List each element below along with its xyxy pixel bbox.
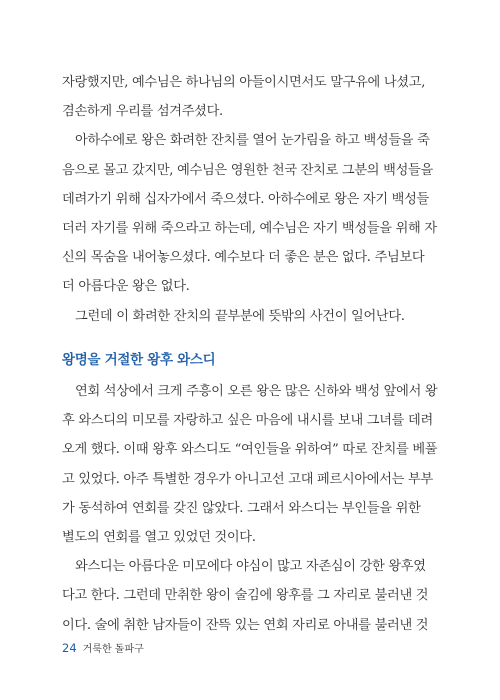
text-line: 그런데 이 화려한 잔치의 끝부분에 뜻밖의 사건이 일어난다. — [75, 308, 405, 324]
text-line: 신의 목숨을 내어놓으셨다. 예수보다 더 좋은 분은 없다. 주님보다 — [62, 250, 425, 266]
text-line: 겸손하게 우리를 섬겨주셨다. — [62, 104, 223, 120]
text-line: 아하수에로 왕은 화려한 잔치를 열어 눈가림을 하고 백성들을 죽 — [75, 133, 430, 149]
paragraph — [62, 126, 437, 301]
text-line: 음으로 몰고 갔지만, 예수님은 영원한 천국 잔치로 그분의 백성들을 — [62, 162, 433, 178]
paragraph — [62, 377, 438, 552]
text-line: 이다. 술에 취한 남자들이 잔뜩 있는 연회 자리로 아내를 불러낸 것 — [62, 617, 429, 633]
text-line: 다고 한다. 그런데 만취한 왕이 술김에 왕후를 그 자리로 불러낸 것 — [62, 588, 429, 604]
text-line: 가 동석하여 연회를 갖진 않았다. 그래서 와스디는 부인들을 위한 — [62, 500, 421, 516]
text-line: 고 있었다. 아주 특별한 경우가 아니고선 고대 페르시아에서는 부부 — [62, 471, 433, 487]
paragraph — [62, 302, 422, 331]
text-line: 연회 석상에서 크게 주흥이 오른 왕은 많은 신하와 백성 앞에서 왕 — [75, 384, 438, 399]
text-block-top — [62, 68, 437, 331]
paragraph — [62, 68, 426, 126]
text-block-bottom — [62, 377, 438, 640]
text-line: 자랑했지만, 예수님은 하나님의 아들이시면서도 말구유에 나셨고, — [62, 75, 426, 90]
text-line: 더 아름다운 왕은 없다. — [62, 279, 190, 295]
page-footer — [62, 640, 144, 655]
text-line: 와스디는 아름다운 미모에다 야심이 많고 자존심이 강한 왕후였 — [75, 559, 426, 575]
text-line: 더러 자기를 위해 죽으라고 하는데, 예수님은 자기 백성들을 위해 자 — [62, 221, 437, 237]
section-heading: 왕명을 거절한 왕후 와스디 — [62, 352, 216, 368]
paragraph — [62, 552, 429, 640]
page-number: 24 — [62, 641, 77, 655]
text-line: 오게 했다. 이때 왕후 와스디도 “여인들을 위하여” 따로 잔치를 베풀 — [62, 442, 438, 458]
text-line: 후 와스디의 미모를 자랑하고 싶은 마음에 내시를 보내 그녀를 데려 — [62, 413, 433, 429]
text-line: 별도의 연회를 열고 있었던 것이다. — [62, 530, 256, 546]
text-line: 데려가기 위해 십자가에서 죽으셨다. 아하수에로 왕은 자기 백성들 — [62, 191, 429, 207]
book-title: 거룩한 돌파구 — [82, 644, 144, 655]
